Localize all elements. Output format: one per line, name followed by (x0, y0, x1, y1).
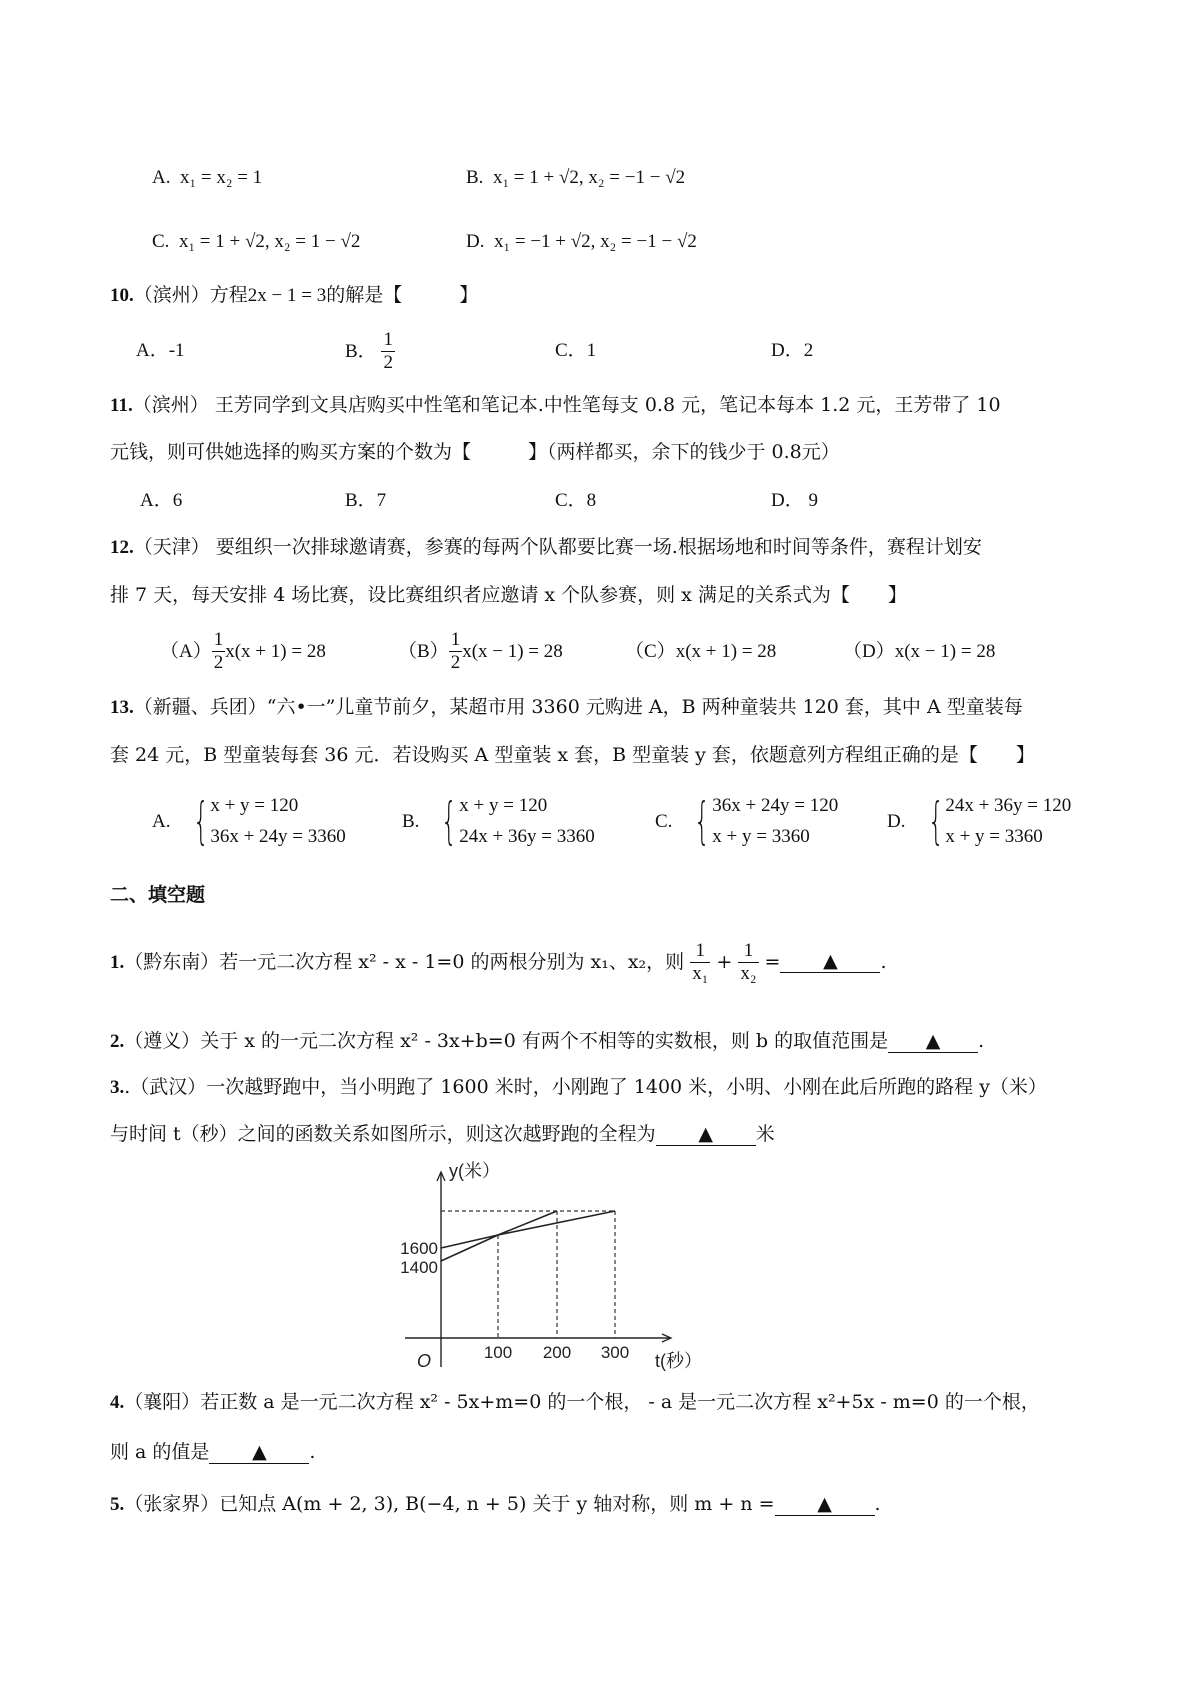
f5-stem: 5.（张家界）已知点 A(m + 2, 3), B(−4, n + 5) 关于 y 轴对称，则 m + n = ▲ . (110, 1493, 881, 1515)
f3-line2: 与时间 t（秒）之间的函数关系如图所示，则这次越野跑的全程为 ▲ 米 (110, 1123, 775, 1145)
q12-option-a: （A） $\frac{1}{2}$ x(x + 1) = 28 (160, 629, 326, 673)
x-tick-label-200: 200 (542, 1343, 572, 1362)
q9-option-d: D. x₁ = −1 + √2, x₂ = −1 − √2 (466, 231, 697, 252)
q12-option-d: （D）x(x − 1) = 28 (843, 641, 996, 662)
q13-option-a: A. { x + y = 120 36x + 24y = 3360 (152, 792, 346, 851)
x-tick-label-300: 300 (600, 1343, 630, 1362)
q10-option-b: B． $\frac{1}{2}$ (345, 329, 393, 373)
f2-stem: 2.（遵义）关于 x 的一元二次方程 x² - 3x+b=0 有两个不相等的实数根，则 b 的取值范围是 ▲ . (110, 1030, 985, 1052)
f4-line2: 则 a 的值是 ▲ . (110, 1441, 316, 1463)
f1-stem: 1.（黔东南）若一元二次方程 x² - x - 1=0 的两根分别为 x₁、x₂，则 $\frac{1}{\text{x₁}}$ + $\frac{1}{\text{x₂}}$ = ▲ . (110, 940, 887, 984)
y-tick-label-1400: 1400 (400, 1258, 438, 1277)
q10-stem: 10.（滨州）方程2x − 1 = 3的解是【 】 (110, 284, 479, 306)
q11-option-d: D． 9 (771, 490, 818, 511)
q13-option-c: C. { 36x + 24y = 120 x + y = 3360 (655, 792, 839, 851)
q9-option-b: B. x₁ = 1 + √2, x₂ = −1 − √2 (466, 167, 686, 188)
q12-line1: 12.（天津） 要组织一次排球邀请赛，参赛的每两个队都要比赛一场.根据场地和时间等条件，赛程计划安 (110, 536, 982, 558)
q13-line2: 套 24 元，B 型童装每套 36 元．若设购买 A 型童装 x 套，B 型童装 y 套，依题意列方程组正确的是【 】 (110, 744, 1035, 766)
q10-option-a: A．-1 (136, 340, 185, 361)
q12-line2: 排 7 天，每天安排 4 场比赛，设比赛组织者应邀请 x 个队参赛，则 x 满足的关系式为【 】 (110, 584, 907, 606)
q11-line2: 元钱，则可供她选择的购买方案的个数为【 】（两样都买，余下的钱少于 0.8元） (110, 441, 840, 463)
q11-option-b: B．7 (345, 490, 387, 511)
q10-option-c: C．1 (555, 340, 597, 361)
q12-option-b: （B） $\frac{1}{2}$ x(x − 1) = 28 (398, 629, 563, 673)
q9-option-a: A. x₁ = x₂ = 1 (152, 167, 263, 188)
x-axis-label: t(秒） (655, 1351, 702, 1371)
f4-answer-blank[interactable]: ▲ (209, 1442, 309, 1464)
series-line-1 (441, 1211, 615, 1248)
q9-option-c: C. x₁ = 1 + √2, x₂ = 1 − √2 (152, 231, 361, 252)
f1-answer-blank[interactable]: ▲ (780, 951, 880, 973)
section-fill-in-title: 二、填空题 (110, 884, 206, 906)
f2-answer-blank[interactable]: ▲ (888, 1031, 978, 1053)
distance-time-graph (400, 1155, 745, 1375)
q13-option-b: B. { x + y = 120 24x + 36y = 3360 (402, 792, 595, 851)
f3-answer-blank[interactable]: ▲ (656, 1124, 756, 1146)
y-axis-label: y(米） (449, 1161, 500, 1181)
q12-option-c: （C）x(x + 1) = 28 (625, 641, 777, 662)
f5-answer-blank[interactable]: ▲ (775, 1494, 875, 1516)
q10-option-d: D．2 (771, 340, 814, 361)
x-tick-label-100: 100 (483, 1343, 513, 1362)
q13-line1: 13.（新疆、兵团）“六•一”儿童节前夕，某超市用 3360 元购进 A，B 两种童装共 120 套，其中 A 型童装每 (110, 696, 1023, 718)
y-tick-label-1600: 1600 (400, 1239, 438, 1258)
q11-line1: 11.（滨州） 王芳同学到文具店购买中性笔和笔记本.中性笔每支 0.8 元，笔记本每本 1.2 元，王芳带了 10 (110, 394, 1001, 416)
f3-line1: 3..（武汉）一次越野跑中，当小明跑了 1600 米时，小刚跑了 1400 米，小明、小刚在此后所跑的路程 y（米） (110, 1076, 1047, 1098)
series-line-2 (441, 1211, 557, 1261)
q11-option-c: C．8 (555, 490, 597, 511)
f4-line1: 4.（襄阳）若正数 a 是一元二次方程 x² - 5x+m=0 的一个根， - a 是一元二次方程 x²+5x - m=0 的一个根， (110, 1391, 1040, 1413)
q11-option-a: A．6 (140, 490, 183, 511)
fraction-one-half: $\frac{1}{2}$ (383, 329, 393, 373)
q13-option-d: D. { 24x + 36y = 120 x + y = 3360 (887, 792, 1072, 851)
origin-label: O (417, 1351, 432, 1371)
